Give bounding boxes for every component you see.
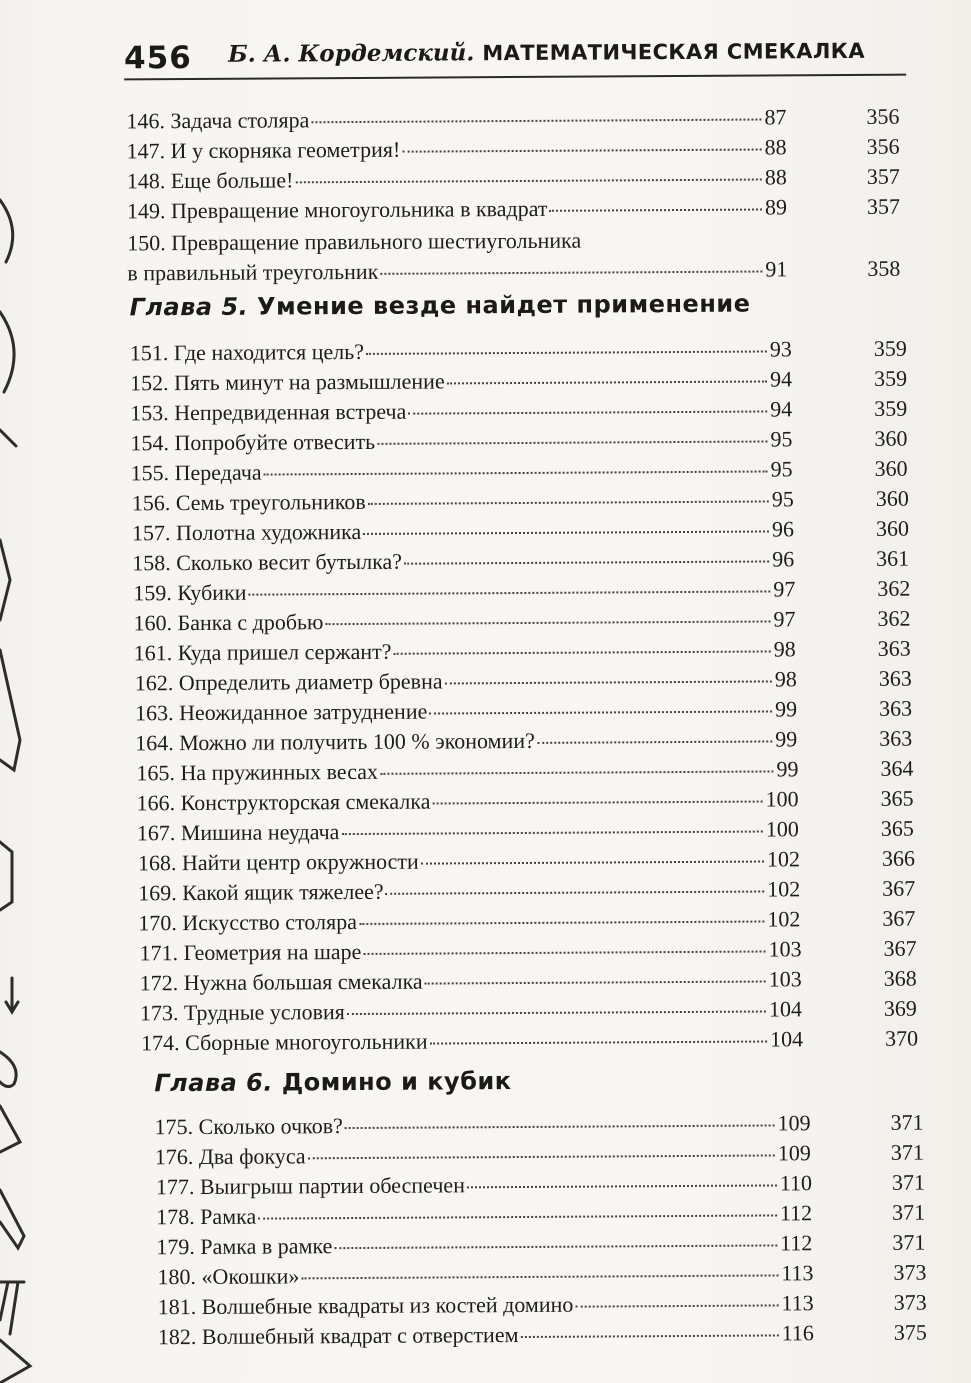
dot-leader xyxy=(308,1153,775,1159)
answer-page-number: 371 xyxy=(892,1199,926,1225)
running-title xyxy=(228,37,865,68)
entry-title: 168. Найти центр окружности xyxy=(137,848,419,876)
dot-leader xyxy=(363,529,769,534)
answer-page-number: 363 xyxy=(878,695,913,721)
dot-leader xyxy=(520,1333,778,1338)
dot-leader xyxy=(445,679,772,684)
chapter-label: Глава 6. xyxy=(154,1068,274,1098)
problem-page-number: 93 xyxy=(769,336,792,362)
answer-page-number: 359 xyxy=(873,335,907,361)
entry-title: 174. Сборные многоугольники xyxy=(141,1028,428,1056)
problem-page-number: 112 xyxy=(780,1230,813,1256)
dot-leader xyxy=(249,589,771,595)
toc-entry xyxy=(155,1137,935,1172)
problem-page-number: 95 xyxy=(770,426,793,452)
entry-title: 149. Превращение многоугольника в квадрат xyxy=(126,195,548,224)
dot-leader xyxy=(408,409,767,414)
entry-title: 176. Два фокуса xyxy=(154,1143,306,1170)
problem-page-number: 102 xyxy=(766,846,801,872)
problem-page-number: 99 xyxy=(774,696,798,722)
answer-page-number: 356 xyxy=(866,103,900,129)
answer-page-number: 371 xyxy=(890,1139,924,1165)
answer-page-number: 368 xyxy=(883,965,917,991)
dot-leader xyxy=(380,769,773,774)
entry-title: 173. Трудные условия xyxy=(139,999,345,1026)
problem-page-number: 99 xyxy=(776,756,799,782)
answer-page-number: 373 xyxy=(893,1259,927,1285)
dot-leader xyxy=(402,148,761,153)
toc-entry xyxy=(138,844,918,879)
problem-page-number: 89 xyxy=(764,194,788,220)
problem-page-number: 96 xyxy=(771,516,795,542)
problem-page-number: 102 xyxy=(767,906,801,932)
answer-page-number: 359 xyxy=(874,395,908,421)
author-name: Б. А. Кордемский. xyxy=(227,39,475,68)
dot-leader xyxy=(430,1039,768,1044)
toc-entry xyxy=(157,1257,937,1292)
chapter-title: Умение везде найдет применение xyxy=(256,289,751,321)
page-number: 456 xyxy=(123,39,192,77)
dot-leader xyxy=(295,178,761,184)
toc-entry xyxy=(140,994,920,1029)
entry-title: 146. Задача столяра xyxy=(126,107,310,134)
entry-title: 153. Непредвиденная встреча xyxy=(130,398,407,426)
toc-entry xyxy=(130,364,910,399)
dot-leader xyxy=(549,208,762,212)
dot-leader xyxy=(325,619,770,625)
answer-page-number: 360 xyxy=(875,485,909,511)
toc-entry xyxy=(133,574,913,609)
problem-page-number: 94 xyxy=(770,396,793,422)
entry-title: 175. Сколько очков? xyxy=(154,1113,343,1140)
toc-entry xyxy=(135,694,915,729)
toc-entry xyxy=(155,1107,935,1142)
toc-entry xyxy=(137,814,917,849)
toc-entry xyxy=(133,604,913,639)
dot-leader xyxy=(311,118,761,124)
entry-title: 182. Волшебный квадрат с отверстием xyxy=(157,1322,519,1350)
dot-leader xyxy=(377,439,767,444)
answer-page-number: 363 xyxy=(879,725,913,751)
dot-leader xyxy=(425,980,766,985)
dot-leader xyxy=(347,1010,766,1016)
toc-entry xyxy=(135,724,915,759)
toc-entry xyxy=(156,1167,936,1202)
toc-entry xyxy=(134,634,914,669)
toc-entry xyxy=(127,162,907,197)
entry-title: 157. Полотна художника xyxy=(131,518,362,546)
toc-entry xyxy=(138,904,918,939)
problem-page-number: 96 xyxy=(772,546,795,572)
header-rule xyxy=(124,74,906,81)
dot-leader xyxy=(537,739,772,743)
problem-page-number: 87 xyxy=(764,104,787,130)
answer-page-number: 358 xyxy=(867,255,901,281)
toc-entry xyxy=(158,1287,938,1322)
toc-entry xyxy=(130,394,910,429)
entry-title-line-1: 150. Превращение правильного шестиугольника xyxy=(127,227,582,256)
toc-entry xyxy=(136,754,916,789)
answer-page-number: 367 xyxy=(882,905,916,931)
answer-page-number: 357 xyxy=(866,193,901,219)
answer-page-number: 375 xyxy=(893,1319,927,1345)
problem-page-number: 100 xyxy=(765,816,799,842)
answer-page-number: 371 xyxy=(890,1109,924,1135)
problem-page-number: 109 xyxy=(777,1140,811,1166)
dot-leader xyxy=(393,649,770,654)
entry-title: 158. Сколько весит бутылка? xyxy=(132,548,403,576)
dot-leader xyxy=(404,559,769,564)
entry-title: 159. Кубики xyxy=(133,579,247,606)
answer-page-number: 369 xyxy=(883,995,917,1021)
toc-entry xyxy=(139,934,919,969)
entry-title: 155. Передача xyxy=(130,459,262,486)
answer-page-number: 365 xyxy=(880,815,914,841)
toc-entry xyxy=(156,1197,936,1232)
dot-leader xyxy=(359,920,764,925)
answer-page-number: 357 xyxy=(866,163,900,189)
dot-leader xyxy=(264,469,768,475)
entry-title: 178. Рамка xyxy=(156,1203,257,1230)
problem-page-number: 88 xyxy=(764,164,787,190)
toc-entry xyxy=(158,1317,938,1352)
answer-page-number: 362 xyxy=(877,575,911,601)
entry-title: 160. Банка с дробью xyxy=(133,609,324,636)
toc-entry xyxy=(132,514,912,549)
dot-leader xyxy=(341,830,762,836)
entry-title: 148. Еще больше! xyxy=(126,167,294,194)
chapter-6-heading xyxy=(154,1064,511,1100)
entry-title-line-2: в правильный треугольник xyxy=(127,258,379,286)
entry-title: 169. Какой ящик тяжелее? xyxy=(138,878,384,906)
problem-page-number: 116 xyxy=(781,1320,814,1346)
toc-entry xyxy=(127,224,907,289)
toc-entry xyxy=(127,192,907,227)
problem-page-number: 103 xyxy=(768,966,802,992)
toc-entry xyxy=(156,1227,936,1262)
entry-title: 151. Где находится цель? xyxy=(129,338,365,366)
dot-leader xyxy=(421,860,764,865)
problem-page-number: 102 xyxy=(767,876,801,902)
entry-title: 156. Семь треугольников xyxy=(131,488,366,516)
dot-leader xyxy=(363,950,765,955)
problem-page-number: 103 xyxy=(768,936,802,962)
problem-page-number: 100 xyxy=(765,786,799,812)
problem-page-number: 112 xyxy=(779,1200,813,1226)
answer-page-number: 367 xyxy=(882,875,916,901)
toc-entry xyxy=(132,544,912,579)
entry-title: 154. Попробуйте отвесить xyxy=(130,428,376,456)
answer-page-number: 361 xyxy=(876,545,910,571)
toc-entry xyxy=(131,454,911,489)
dot-leader xyxy=(301,1273,778,1279)
running-header xyxy=(124,22,906,79)
dot-leader xyxy=(447,379,767,384)
problem-page-number: 94 xyxy=(769,366,793,392)
entry-title: 164. Можно ли получить 100 % экономии? xyxy=(135,727,535,756)
toc-entry xyxy=(138,874,918,909)
problem-page-number: 88 xyxy=(764,134,787,160)
problem-page-number: 91 xyxy=(765,256,788,282)
toc-entry xyxy=(126,102,906,137)
entry-title: 147. И у скорняка геометрия! xyxy=(126,136,401,164)
problem-page-number: 113 xyxy=(781,1260,814,1286)
answer-page-number: 366 xyxy=(881,845,916,871)
answer-page-number: 365 xyxy=(880,785,914,811)
entry-title: 179. Рамка в рамке xyxy=(156,1233,333,1260)
entry-title: 181. Волшебные квадраты из костей домино xyxy=(157,1291,574,1320)
toc-entry xyxy=(135,664,915,699)
dot-leader xyxy=(258,1213,777,1219)
toc-entry xyxy=(141,1024,921,1059)
chapter-5-heading xyxy=(129,287,750,325)
problem-page-number: 98 xyxy=(773,636,796,662)
answer-page-number: 363 xyxy=(878,665,912,691)
problem-page-number: 95 xyxy=(771,486,794,512)
entry-title: 171. Геометрия на шаре xyxy=(139,938,362,966)
dot-leader xyxy=(575,1303,778,1307)
problem-page-number: 104 xyxy=(768,996,802,1022)
toc-entry xyxy=(132,484,912,519)
entry-title: 161. Куда пришел сержант? xyxy=(133,638,392,666)
answer-page-number: 363 xyxy=(877,635,911,661)
answer-page-number: 360 xyxy=(874,455,908,481)
dot-leader xyxy=(334,1243,777,1249)
problem-page-number: 97 xyxy=(773,606,796,632)
answer-page-number: 367 xyxy=(883,935,917,961)
dot-leader xyxy=(345,1123,775,1129)
dot-leader xyxy=(366,349,767,354)
answer-page-number: 360 xyxy=(874,425,908,451)
answer-page-number: 364 xyxy=(880,755,914,781)
problem-page-number: 95 xyxy=(770,456,793,482)
entry-title: 152. Пять минут на размышление xyxy=(129,368,445,396)
dot-leader xyxy=(386,890,765,895)
problem-page-number: 109 xyxy=(777,1110,811,1136)
dot-leader xyxy=(368,499,769,504)
entry-title: 166. Конструкторская смекалка xyxy=(136,788,431,816)
dot-leader xyxy=(432,800,762,805)
problem-page-number: 104 xyxy=(769,1026,804,1052)
toc-entry xyxy=(137,784,917,819)
entry-title: 180. «Окошки» xyxy=(157,1263,300,1290)
entry-title: 162. Определить диаметр бревна xyxy=(134,668,443,696)
answer-page-number: 371 xyxy=(891,1169,926,1195)
problem-page-number: 99 xyxy=(775,726,798,752)
answer-page-number: 371 xyxy=(892,1229,926,1255)
answer-page-number: 362 xyxy=(877,605,911,631)
entry-title: 172. Нужна большая смекалка xyxy=(139,968,423,996)
toc-entry xyxy=(140,964,920,999)
answer-page-number: 360 xyxy=(875,515,910,541)
chapter-label: Глава 5. xyxy=(129,292,249,322)
answer-page-number: 356 xyxy=(866,133,900,159)
toc-entry xyxy=(127,132,907,167)
book-title: МАТЕМАТИЧЕСКАЯ СМЕКАЛКА xyxy=(482,38,866,66)
toc-entry xyxy=(130,334,910,369)
entry-title: 170. Искусство столяра xyxy=(138,909,358,936)
answer-page-number: 373 xyxy=(893,1289,927,1315)
entry-title: 177. Выигрыш партии обеспечен xyxy=(155,1172,466,1200)
answer-page-number: 370 xyxy=(884,1025,919,1051)
answer-page-number: 359 xyxy=(873,365,908,391)
dot-leader xyxy=(467,1183,777,1188)
chapter-title: Домино и кубик xyxy=(281,1067,512,1097)
dot-leader xyxy=(380,270,762,275)
problem-page-number: 113 xyxy=(781,1290,814,1316)
entry-title: 167. Мишина неудача xyxy=(136,819,340,846)
entry-title: 163. Неожиданное затруднение xyxy=(134,698,428,726)
entry-title: 165. На пружинных весах xyxy=(136,758,379,786)
problem-page-number: 110 xyxy=(779,1170,813,1196)
dot-leader xyxy=(429,709,772,714)
problem-page-number: 98 xyxy=(774,666,797,692)
problem-page-number: 97 xyxy=(773,576,796,602)
toc-entry xyxy=(130,424,910,459)
